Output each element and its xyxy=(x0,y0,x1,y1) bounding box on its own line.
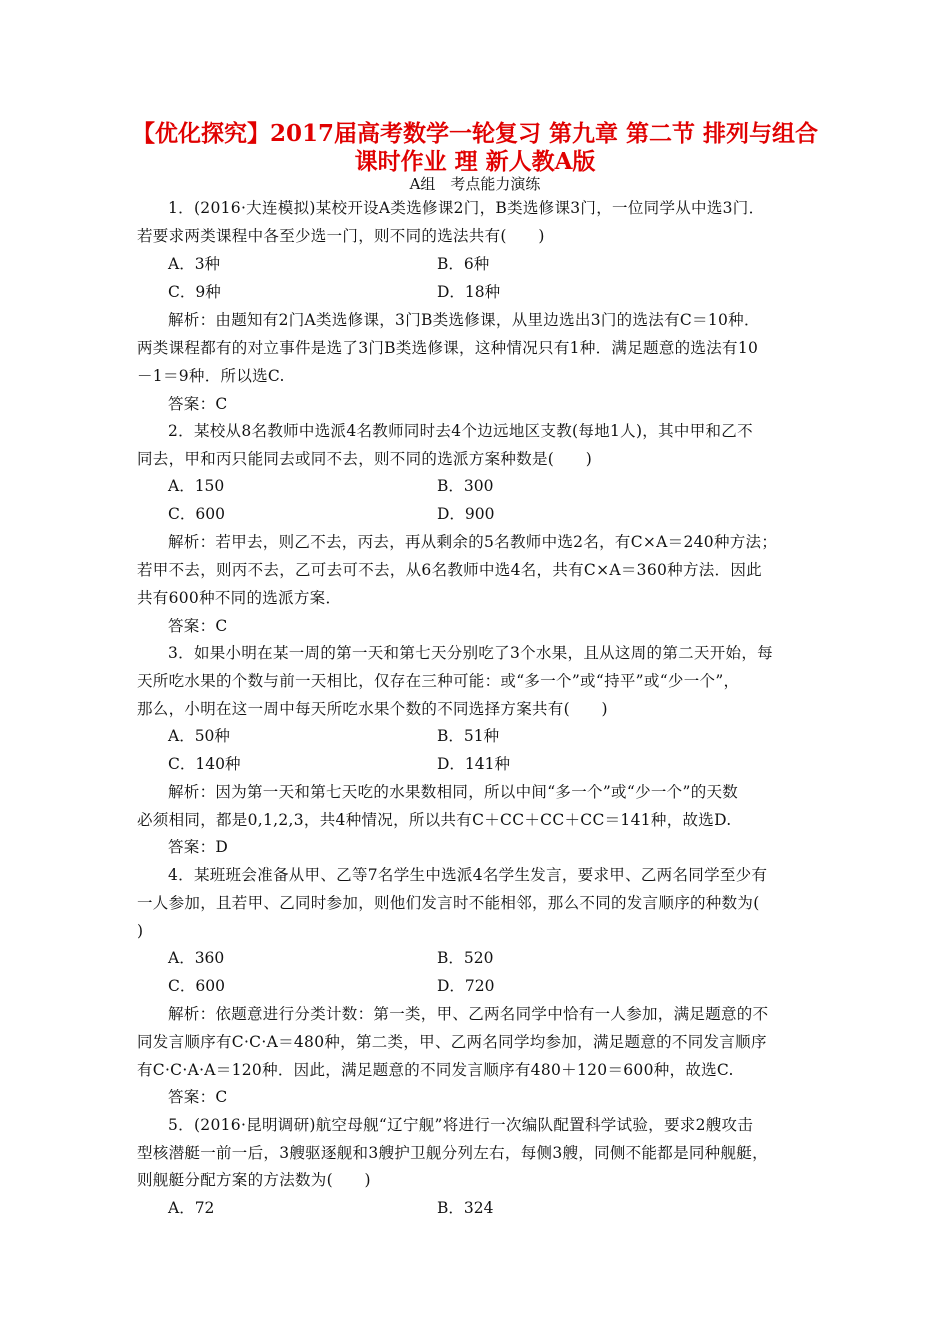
q3-stem-line3: 那么，小明在这一周中每天所吃水果个数的不同选择方案共有( ) xyxy=(137,700,608,718)
q1-analysis-line1: 解析：由题知有2门A类选修课，3门B类选修课，从里边选出3门的选法有C＝10种． xyxy=(168,311,760,329)
q4-answer: 答案：C xyxy=(168,1088,228,1106)
q3-option-d: D．141种 xyxy=(437,755,511,773)
q4-option-d: D．720 xyxy=(437,977,495,995)
q3-answer: 答案：D xyxy=(168,838,229,856)
q1-stem-line2: 若要求两类课程中各至少选一门，则不同的选法共有( ) xyxy=(137,227,545,245)
q1-option-d: D．18种 xyxy=(437,283,501,301)
q5-stem-line3: 则舰艇分配方案的方法数为( ) xyxy=(137,1171,371,1189)
q3-option-c: C．140种 xyxy=(168,755,241,773)
q2-analysis-line2: 若甲不去，则丙不去，乙可去可不去，从6名教师中选4名，共有C×A＝360种方法．因此 xyxy=(137,561,762,579)
q2-option-a: A．150 xyxy=(168,477,225,495)
q4-option-a: A．360 xyxy=(168,949,225,967)
document-title-line2: 课时作业 理 新人教A版 xyxy=(354,148,596,175)
q5-option-b: B．324 xyxy=(437,1199,494,1217)
q5-option-a: A．72 xyxy=(168,1199,215,1217)
q2-stem-line2: 同去，甲和丙只能同去或同不去，则不同的选派方案种数是( ) xyxy=(137,450,593,468)
document-title-line1: 【优化探究】2017届高考数学一轮复习 第九章 第二节 排列与组合 xyxy=(131,120,819,147)
q1-analysis-line3: －1＝9种．所以选C. xyxy=(137,367,285,385)
q3-stem-line1: 3．如果小明在某一周的第一天和第七天分别吃了3个水果，且从这周的第二天开始，每 xyxy=(168,644,773,662)
q2-analysis-line1: 解析：若甲去，则乙不去，丙去，再从剩余的5名教师中选2名，有C×A＝240种方法； xyxy=(168,533,778,551)
q3-analysis-line1: 解析：因为第一天和第七天吃的水果数相同，所以中间“多一个”或“少一个”的天数 xyxy=(168,783,739,801)
q2-option-c: C．600 xyxy=(168,505,225,523)
q1-option-c: C．9种 xyxy=(168,283,221,301)
q4-stem-line2: 一人参加，且若甲、乙同时参加，则他们发言时不能相邻，那么不同的发言顺序的种数为( xyxy=(137,894,760,912)
q2-option-d: D．900 xyxy=(437,505,495,523)
q2-analysis-line3: 共有600种不同的选派方案． xyxy=(137,589,342,607)
q1-option-a: A．3种 xyxy=(168,255,221,273)
q4-analysis-line1: 解析：依题意进行分类计数：第一类，甲、乙两名同学中恰有一人参加，满足题意的不 xyxy=(168,1005,769,1023)
q2-stem-line1: 2．某校从8名教师中选派4名教师同时去4个边远地区支教(每地1人)，其中甲和乙不 xyxy=(168,422,753,440)
q4-option-c: C．600 xyxy=(168,977,225,995)
q1-option-b: B．6种 xyxy=(437,255,490,273)
q1-answer: 答案：C xyxy=(168,395,228,413)
q4-stem-line1: 4．某班班会准备从甲、乙等7名学生中选派4名学生发言，要求甲、乙两名同学至少有 xyxy=(168,866,768,884)
q1-analysis-line2: 两类课程都有的对立事件是选了3门B类选修课，这种情况只有1种．满足题意的选法有10 xyxy=(137,339,759,357)
q4-option-b: B．520 xyxy=(437,949,494,967)
q3-option-a: A．50种 xyxy=(168,727,230,745)
q2-option-b: B．300 xyxy=(437,477,494,495)
q4-analysis-line3: 有C·C·A·A＝120种．因此，满足题意的不同发言顺序有480＋120＝600种，故选C. xyxy=(137,1061,734,1079)
section-heading: A组 考点能力演练 xyxy=(409,175,541,193)
q4-stem-line3: ) xyxy=(137,922,144,940)
q2-answer: 答案：C xyxy=(168,617,228,635)
q3-option-b: B．51种 xyxy=(437,727,500,745)
q3-stem-line2: 天所吃水果的个数与前一天相比，仅存在三种可能：或“多一个”或“持平”或“少一个”， xyxy=(137,672,740,690)
q4-analysis-line2: 同发言顺序有C·C·A＝480种，第二类，甲、乙两名同学均参加，满足题意的不同发言顺序 xyxy=(137,1033,767,1051)
q3-analysis-line2: 必须相同，都是0,1,2,3，共4种情况，所以共有C＋CC＋CC＋CC＝141种，故选D. xyxy=(137,811,732,829)
q1-stem-line1: 1．(2016·大连模拟)某校开设A类选修课2门，B类选修课3门，一位同学从中选3门． xyxy=(168,199,765,217)
q5-stem-line1: 5．(2016·昆明调研)航空母舰“辽宁舰”将进行一次编队配置科学试验，要求2艘攻击 xyxy=(168,1116,754,1134)
q5-stem-line2: 型核潜艇一前一后，3艘驱逐舰和3艘护卫舰分列左右，每侧3艘，同侧不能都是同种舰艇， xyxy=(137,1144,768,1162)
